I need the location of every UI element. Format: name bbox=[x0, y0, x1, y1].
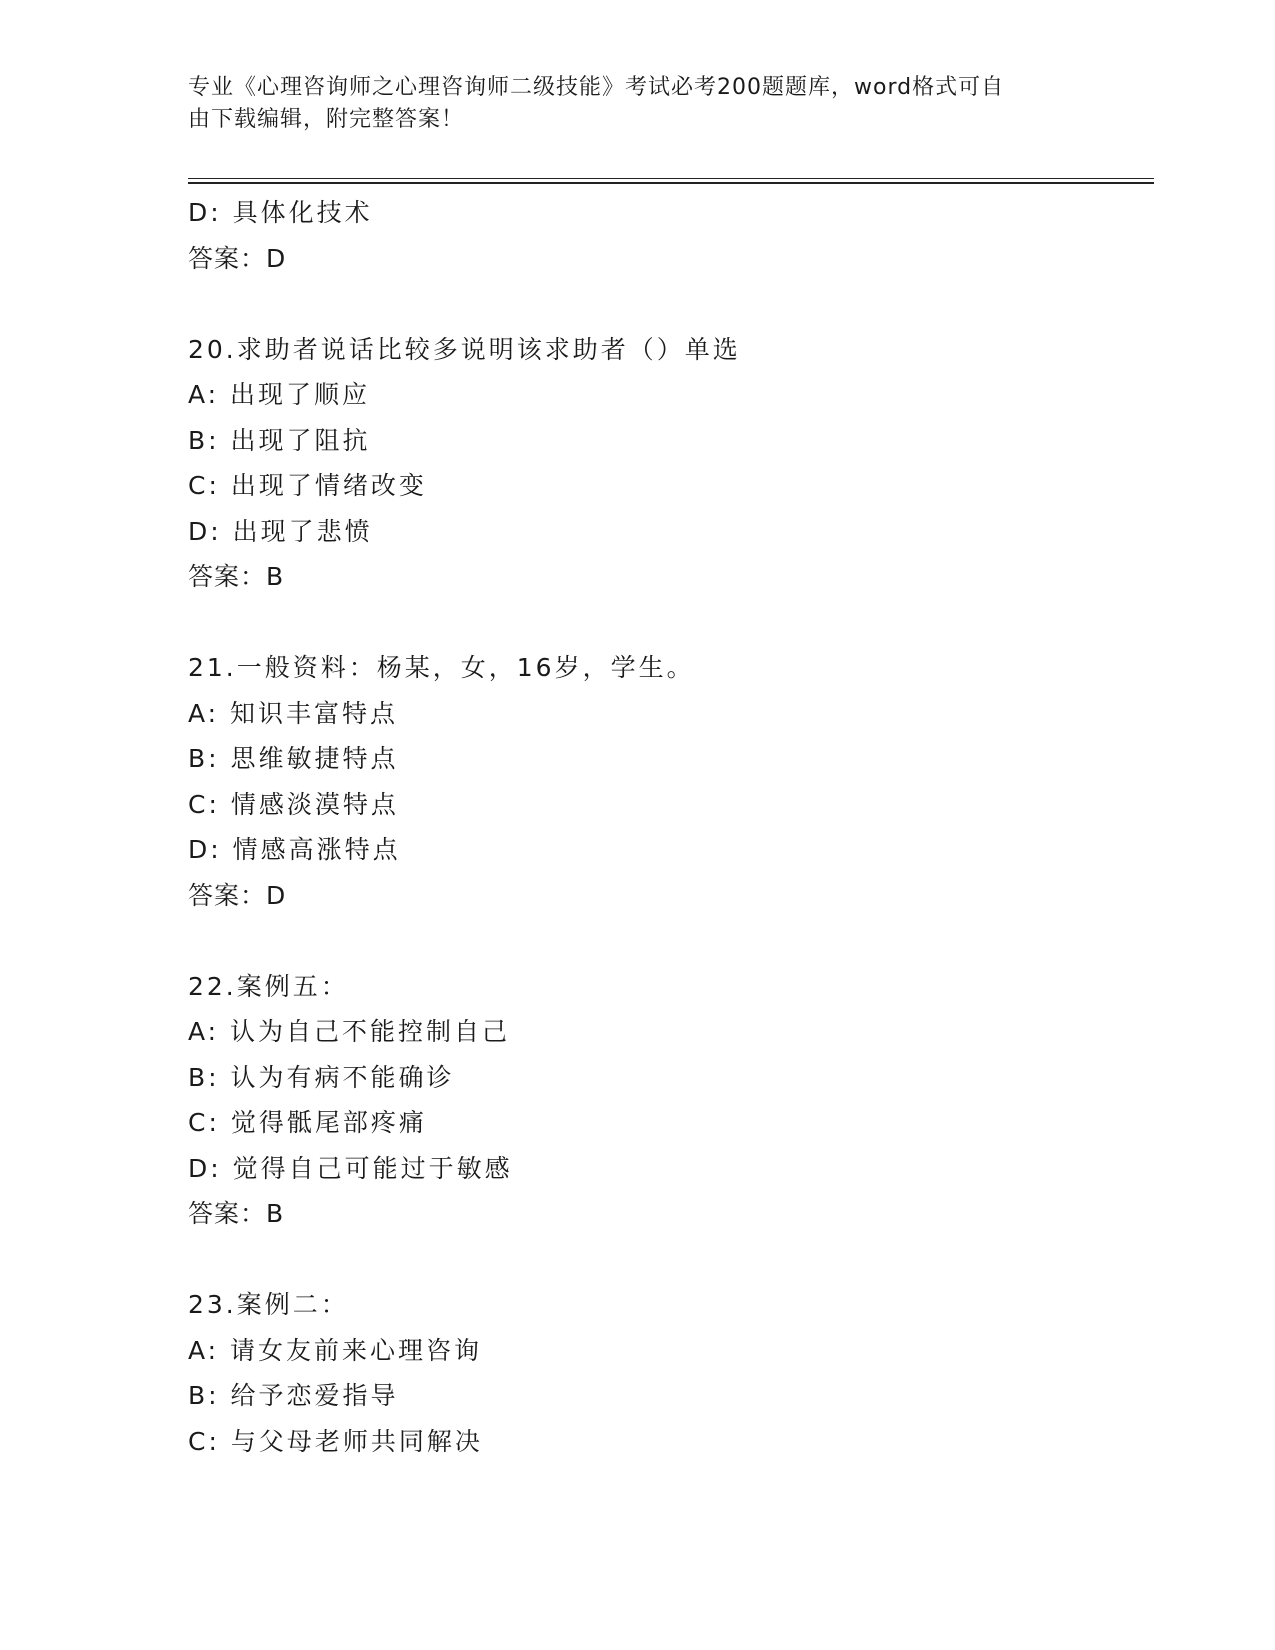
question-text: 22.案例五： bbox=[188, 971, 349, 1001]
option-b: B: 给予恋爱指导 bbox=[188, 1381, 399, 1410]
option-a: A: 认为自己不能控制自己 bbox=[188, 1017, 511, 1046]
question-block-20 bbox=[188, 327, 1148, 600]
option-b: B: 认为有病不能确诊 bbox=[188, 1062, 455, 1092]
option-c: C: 出现了情绪改变 bbox=[188, 471, 427, 500]
option-b: B: 思维敏捷特点 bbox=[188, 744, 399, 773]
option-d: D: 觉得自己可能过于敏感 bbox=[188, 1153, 513, 1183]
answer: 答案：D bbox=[188, 880, 287, 910]
option-a: A: 请女友前来心理咨询 bbox=[188, 1335, 483, 1365]
answer: 答案：B bbox=[188, 1199, 285, 1228]
question-list bbox=[188, 190, 1148, 1464]
document-header bbox=[188, 72, 1068, 136]
option-c: C: 与父母老师共同解决 bbox=[188, 1426, 483, 1456]
option-a: A: 出现了顺应 bbox=[188, 380, 371, 409]
option-b: B: 出现了阻抗 bbox=[188, 425, 371, 455]
spacer bbox=[188, 600, 1148, 646]
option-d: D: 出现了悲愤 bbox=[188, 516, 373, 546]
previous-option-d: D: 具体化技术 bbox=[188, 198, 373, 227]
header-line-1: 专业《心理咨询师之心理咨询师二级技能》考试必考200题题库，word格式可自 bbox=[188, 75, 1005, 100]
spacer bbox=[188, 1237, 1148, 1283]
option-c: C: 情感淡漠特点 bbox=[188, 789, 399, 819]
header-divider-thin bbox=[188, 178, 1154, 179]
question-text: 20.求助者说话比较多说明该求助者（）单选 bbox=[188, 334, 741, 364]
option-c: C: 觉得骶尾部疼痛 bbox=[188, 1108, 427, 1137]
spacer bbox=[188, 918, 1148, 964]
header-divider-thick bbox=[188, 182, 1154, 184]
option-d: D: 情感高涨特点 bbox=[188, 835, 401, 864]
question-text: 21.一般资料：杨某，女，16岁，学生。 bbox=[188, 653, 695, 682]
option-a: A: 知识丰富特点 bbox=[188, 698, 399, 728]
previous-answer: 答案：D bbox=[188, 243, 287, 273]
spacer bbox=[188, 281, 1148, 327]
question-block-21 bbox=[188, 645, 1148, 918]
answer: 答案：B bbox=[188, 562, 285, 591]
question-text: 23.案例二： bbox=[188, 1290, 349, 1319]
header-line-2: 由下载编辑，附完整答案！ bbox=[188, 107, 465, 132]
question-block-22 bbox=[188, 964, 1148, 1237]
question-block-23 bbox=[188, 1282, 1148, 1464]
